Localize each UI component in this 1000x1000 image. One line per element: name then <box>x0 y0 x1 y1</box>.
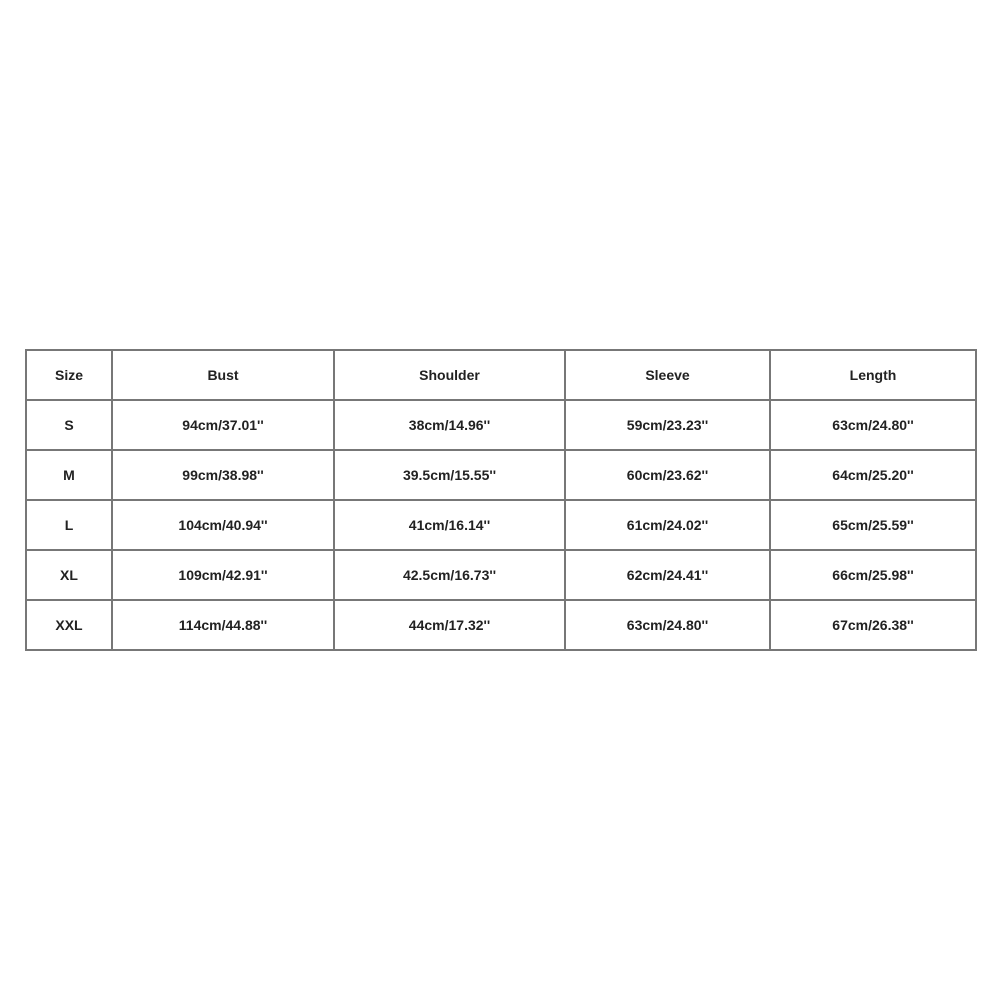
length-cell: 66cm/25.98'' <box>770 550 976 600</box>
header-row <box>26 350 976 400</box>
size-chart-header <box>26 350 976 400</box>
bust-cell: 94cm/37.01'' <box>112 400 334 450</box>
header-bust: Bust <box>112 350 334 400</box>
sleeve-cell: 61cm/24.02'' <box>565 500 770 550</box>
bust-cell: 99cm/38.98'' <box>112 450 334 500</box>
header-shoulder: Shoulder <box>334 350 565 400</box>
size-cell: L <box>26 500 112 550</box>
length-cell: 64cm/25.20'' <box>770 450 976 500</box>
shoulder-cell: 44cm/17.32'' <box>334 600 565 650</box>
table-row <box>26 600 976 650</box>
header-size: Size <box>26 350 112 400</box>
bust-cell: 114cm/44.88'' <box>112 600 334 650</box>
length-cell: 67cm/26.38'' <box>770 600 976 650</box>
size-cell: XL <box>26 550 112 600</box>
size-cell: S <box>26 400 112 450</box>
table-row <box>26 500 976 550</box>
header-sleeve: Sleeve <box>565 350 770 400</box>
sleeve-cell: 60cm/23.62'' <box>565 450 770 500</box>
bust-cell: 109cm/42.91'' <box>112 550 334 600</box>
shoulder-cell: 41cm/16.14'' <box>334 500 565 550</box>
header-length: Length <box>770 350 976 400</box>
length-cell: 65cm/25.59'' <box>770 500 976 550</box>
bust-cell: 104cm/40.94'' <box>112 500 334 550</box>
size-chart-body <box>26 400 976 650</box>
sleeve-cell: 62cm/24.41'' <box>565 550 770 600</box>
size-cell: XXL <box>26 600 112 650</box>
table-row <box>26 450 976 500</box>
size-chart-table <box>25 349 977 651</box>
shoulder-cell: 38cm/14.96'' <box>334 400 565 450</box>
length-cell: 63cm/24.80'' <box>770 400 976 450</box>
size-cell: M <box>26 450 112 500</box>
shoulder-cell: 39.5cm/15.55'' <box>334 450 565 500</box>
sleeve-cell: 59cm/23.23'' <box>565 400 770 450</box>
sleeve-cell: 63cm/24.80'' <box>565 600 770 650</box>
table-row <box>26 550 976 600</box>
table-row <box>26 400 976 450</box>
shoulder-cell: 42.5cm/16.73'' <box>334 550 565 600</box>
